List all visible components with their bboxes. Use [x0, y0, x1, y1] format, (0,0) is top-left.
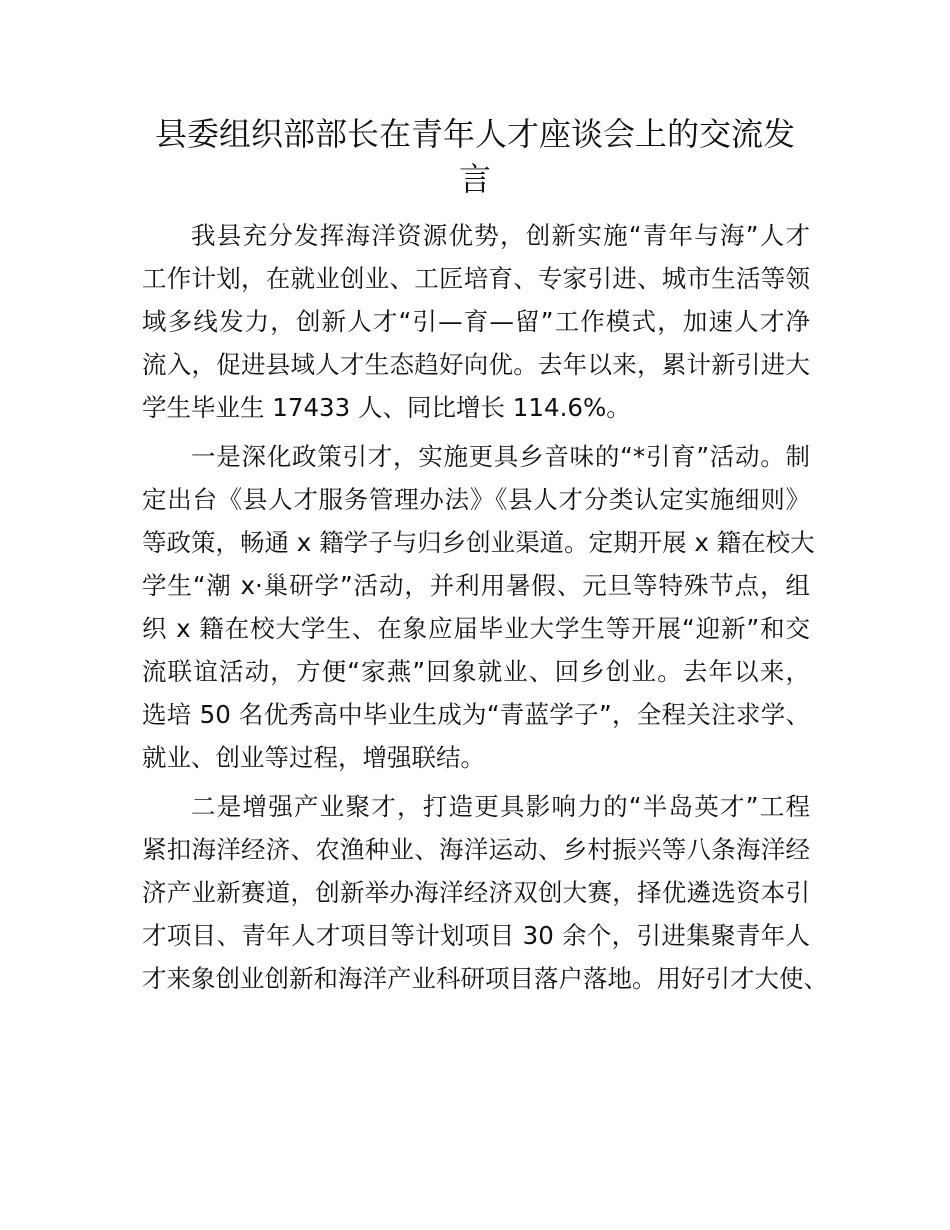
text-line: 一是深化政策引才，实施更具乡音味的“*引育”活动。制 — [191, 442, 810, 471]
text-line: 选培 50 名优秀高中毕业生成为“青蓝学子”，全程关注求学、 — [142, 700, 810, 729]
paragraph-industry — [142, 785, 828, 1000]
paragraph-policy — [142, 435, 815, 779]
text-line: 我县充分发挥海洋资源优势，创新实施“青年与海”人才 — [191, 221, 810, 250]
title-line: 县委组织部部长在青年人才座谈会上的交流发 — [154, 115, 795, 153]
text-line: 济产业新赛道，创新举办海洋经济双创大赛，择优遴选资本引 — [142, 878, 810, 907]
text-line: 等政策，畅通 x 籍学子与归乡创业渠道。定期开展 x 籍在校大 — [142, 528, 815, 557]
text-line: 才来象创业创新和海洋产业科研项目落户落地。用好引才大使、 — [142, 964, 828, 993]
text-line: 流入，促进县域人才生态趋好向优。去年以来，累计新引进大 — [142, 350, 810, 379]
text-line: 域多线发力，创新人才“引—育—留”工作模式，加速人才净 — [142, 307, 810, 336]
text-line: 工作计划，在就业创业、工匠培育、专家引进、城市生活等领 — [142, 264, 810, 293]
title-line: 言 — [458, 160, 491, 198]
text-line: 紧扣海洋经济、农渔种业、海洋运动、乡村振兴等八条海洋经 — [142, 835, 810, 864]
text-line: 定出台《县人才服务管理办法》《县人才分类认定实施细则》 — [142, 485, 810, 514]
text-line: 织 x 籍在校大学生、在象应届毕业大学生等开展“迎新”和交 — [142, 614, 810, 643]
text-line: 学生“潮 x·巢研学”活动，并利用暑假、元旦等特殊节点，组 — [142, 571, 810, 600]
paragraph-intro — [142, 214, 810, 429]
document-title — [130, 112, 820, 202]
text-line: 就业、创业等过程，增强联结。 — [142, 743, 485, 772]
text-line: 二是增强产业聚才，打造更具影响力的“半岛英才”工程 — [191, 792, 810, 821]
text-line: 流联谊活动，方便“家燕”回象就业、回乡创业。去年以来， — [142, 657, 810, 686]
document-body — [142, 214, 828, 1006]
text-line: 学生毕业生 17433 人、同比增长 114.6%。 — [142, 393, 631, 422]
text-line: 才项目、青年人才项目等计划项目 30 余个，引进集聚青年人 — [142, 921, 810, 950]
